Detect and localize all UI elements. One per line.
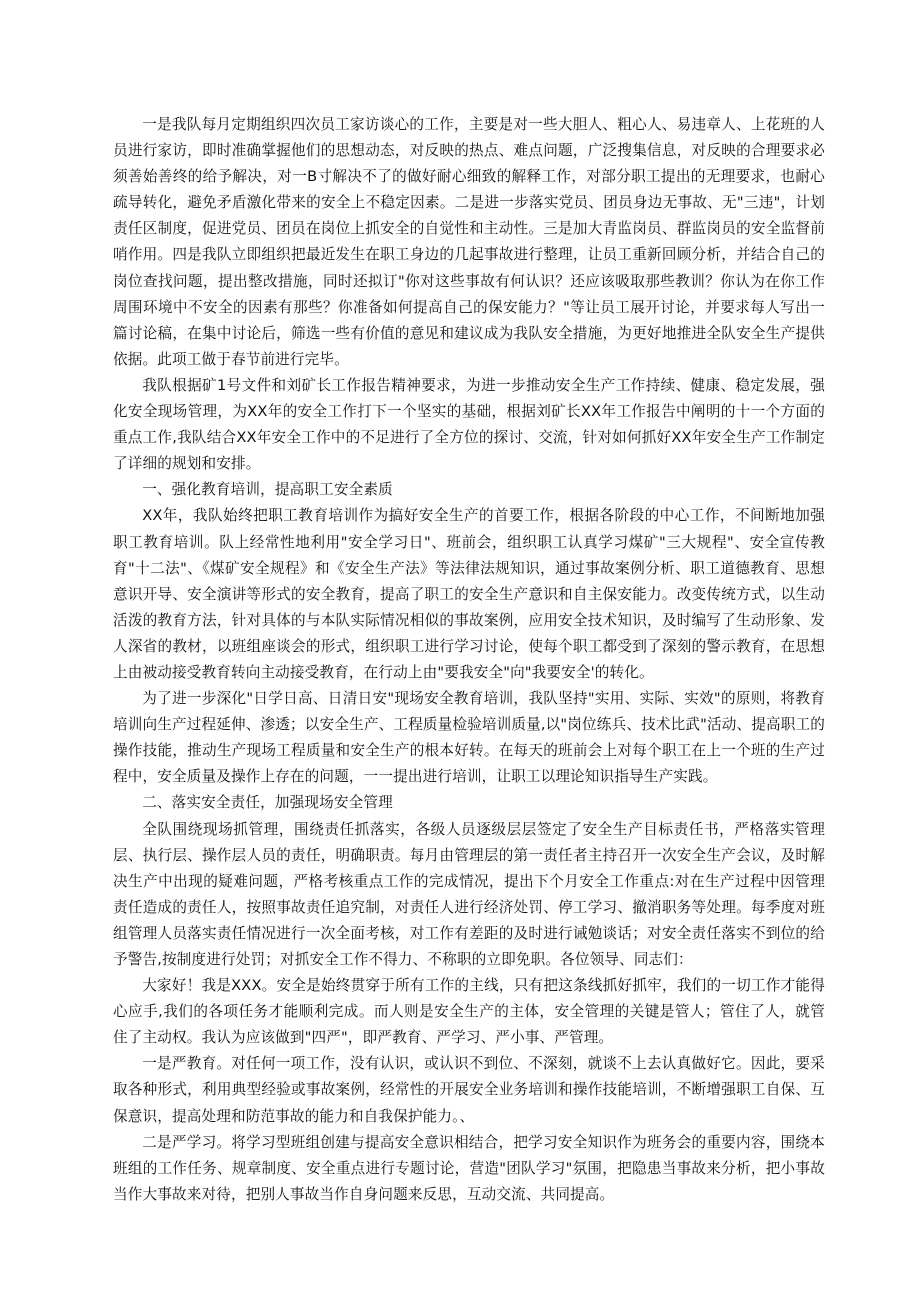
paragraph-strict-learning: 二是严学习。将学习型班组创建与提高安全意识相结合，把学习安全知识作为班务会的重要内容，围绕本班组的工作任务、规章制度、安全重点进行专题讨论，营造"团队学习"氛围，把隐患当事故来分析，把小事故当作大事故来对待，把别人事故当作自身问题来反思，互动交流、共同提高。	[113, 1133, 825, 1203]
paragraph-education-training: XX年，我队始终把职工教育培训作为搞好安全生产的首要工作，根据各阶段的中心工作，不间断地加强职工教育培训。队上经常性地利用"安全学习日"、班前会，组织职工认真学习煤矿"三大规程"、安全宣传教育"十二法"、《煤矿安全规程》和《安全生产法》等法律法规知识，通过事故案例分析、职工道德教育、思想意识开导、安全演讲等形式的安全教育，提高了职工的安全生产意识和自主保安能力。改变传统方式，以生动活泼的教育方法，针对具体的与本队实际情况相似的事故案例，应用安全技术知识，及时编写了生动形象、发人深省的教材，以班组座谈会的形式，组织职工进行学习讨论，使每个职工都受到了深刻的警示教育，在思想上由被动接受教育转向主动接受教育，在行动上由"要我安全"向"我要安全'的转化。	[113, 507, 825, 681]
document-body	[113, 112, 825, 1208]
section-heading-education: 一、强化教育培训，提高职工安全素质	[142, 481, 393, 499]
paragraph-plan-intro: 我队根据矿1号文件和刘矿长工作报告精神要求，为进一步推动安全生产工作持续、健康、稳定发展，强化安全现场管理，为XX年的安全工作打下一个坚实的基础，根据刘矿长XX年工作报告中阐明的十一个方面的重点工作,我队结合XX年安全工作中的不足进行了全方位的探讨、交流，针对如何抓好XX年安全生产工作制定了详细的规划和安排。	[113, 376, 825, 473]
section-heading-responsibility: 二、落实安全责任，加强现场安全管理	[142, 794, 393, 812]
paragraph-responsibility: 全队围绕现场抓管理，围绕责任抓落实，各级人员逐级层层签定了安全生产目标责任书，严格落实管理层、执行层、操作层人员的责任，明确职责。每月由管理层的第一责任者主持召开一次安全生产会议，及时解决生产中出现的疑难问题，严格考核重点工作的完成情况，提出下个月安全工作重点:对在生产过程中因管理责任造成的责任人，按照事故责任追究制，对责任人进行经济处罚、停工学习、撤消职务等处理。每季度对班组管理人员落实责任情况进行一次全面考核，对工作有差距的及时进行诫勉谈话；对安全责任落实不到位的给予警告,按制度进行处罚；对抓安全工作不得力、不称职的立即免职。各位领导、同志们：	[113, 820, 825, 968]
paragraph-strict-education: 一是严教育。对任何一项工作，没有认识，或认识不到位、不深刻，就谈不上去认真做好它。因此，要采取各种形式，利用典型经验或事故案例，经常性的开展安全业务培训和操作技能培训，不断增强职工自保、互保意识，提高处理和防范事故的能力和自我保护能力。、	[113, 1055, 825, 1125]
paragraph-speech-intro: 大家好！我是XXX。安全是始终贯穿于所有工作的主线，只有把这条线抓好抓牢，我们的一切工作才能得心应手,我们的各项任务才能顺利完成。而人则是安全生产的主体，安全管理的关键是管人；管住了人，就管住了主动权。我认为应该做到"四严"，即严教育、严学习、严小事、严管理。	[113, 977, 825, 1047]
paragraph-onsite-training: 为了进一步深化"日学日高、日清日安"现场安全教育培训，我队坚持"实用、实际、实效"的原则，将教育培训向生产过程延伸、渗透；以安全生产、工程质量检验培训质量,以"岗位练兵、技术比武"活动、提高职工的操作技能，推动生产现场工程质量和安全生产的根本好转。在每天的班前会上对每个职工在上一个班的生产过程中，安全质量及操作上存在的问题，一一提出进行培训，让职工以理论知识指导生产实践。	[113, 690, 825, 786]
paragraph-family-visits: 一是我队每月定期组织四次员工家访谈心的工作，主要是对一些大胆人、粗心人、易违章人、上花班的人员进行家访，即时准确掌握他们的思想动态，对反映的热点、难点问题，广泛搜集信息，对反映的合理要求必须善始善终的给予解决，对一B寸解决不了的做好耐心细致的解释工作，对部分职工提出的无理要求，也耐心疏导转化，避免矛盾激化带来的安全上不稳定因素。二是进一步落实党员、团员身边无事故、无"三违"，计划责任区制度，促进党员、团员在岗位上抓安全的自觉性和主动性。三是加大青监岗员、群监岗员的安全监督前哨作用。四是我队立即组织把最近发生在职工身边的几起事故进行整理，让员工重新回顾分析，并结合自己的岗位查找问题，提出整改措施，同时还拟订"你对这些事故有何认识？还应该吸取那些教训？你认为在你工作周围环境中不安全的因素有那些？你准备如何提高自己的保安能力？"等让员工展开讨论，并要求每人写出一篇讨论稿，在集中讨论后，筛选一些有价值的意见和建议成为我队安全措施，为更好地推进全队安全生产提供依据。此项工做于春节前进行完毕。	[113, 116, 825, 368]
